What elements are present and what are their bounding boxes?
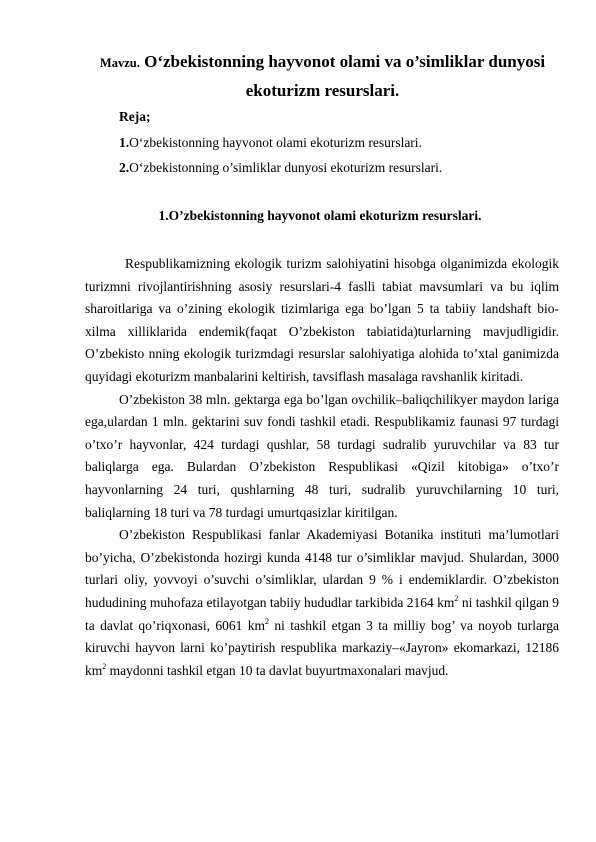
plan-item-number: 2. xyxy=(119,160,130,175)
title-line-1 xyxy=(85,48,560,77)
section-heading: 1.O’zbekistonning hayvonot olami ekoturizm resurslari. xyxy=(158,208,482,223)
plan-item-text: O‘zbekistonning hayvonot olami ekoturizm resurslari. xyxy=(129,135,422,150)
paragraph-2: O’zbekiston 38 mln. gektarga ega bo’lgan ovchilik–baliqchilikyer maydon lariga ega,ulardan 1 mln. gektarini suv fondi tashkil etadi. Respublikamiz faunasi 97 turdagi o’txo’r hayvonlar, 424 turdagi qushlar, 58 turdagi sudralib yuruvchilar va 83 tur baliqlarga ega. Bulardan O’zbekiston Respublikasi «Qizil kitobiga» o’txo’r hayvonlarning 24 turi, qushlarning 48 turi, sudralib yuruvchilarning 10 turi, baliqlarning 18 turi va 78 turdagi umurtqasizlar kiritilgan. xyxy=(85,391,559,520)
plan-heading: Reja; xyxy=(119,109,151,124)
plan-item-number: 1. xyxy=(119,135,130,150)
document-title xyxy=(85,48,560,104)
plan-item-text: O‘zbekistonning o’simliklar dunyosi ekoturizm resurslari. xyxy=(129,160,443,175)
paragraph-3: O’zbekiston Respublikasi fanlar Akademiyasi Botanika instituti ma’lumotlari bo’yicha, O’zbekistonda hozirgi kunda 4148 tur o’simliklar mavjud. Shulardan, 3000 turlari oliy, yovvoyi o’suvchi o’simliklar, ulardan 9 % i endemiklardir. O’zbekiston hududining muhofaza etilayotgan tabiiy hududlar tarkibida 2164 $km^2$ ni tashkil qilgan 9 ta davlat qo’riqxonasi, 6061 $km^2$ ni tashkil etgan 3 ta milliy bog’ va noyob turlarga kiruvchi hayvon larni ko’paytirish respublika markaziy–«Jayron» ekomarkazi, 12186 $km^2$ maydonni tashkil etgan 10 ta davlat buyurtmaxonalari mavjud. xyxy=(85,527,560,678)
plan-item-2 xyxy=(119,159,442,177)
paragraph-1: Respublikamizning ekologik turizm salohiyatini hisobga olganimizda ekologik turizmni rivojlantirishning asosiy resurslari-4 faslli tabiat mavsumlari va bu iqlim sharoitlariga va o’zining ekologik tizimlariga ega bo’lgan 5 ta tabiiy landshaft bio-xilma xilliklarida endemik(faqat O’zbekiston tabiatida)turlarning mavjudligidir. O’zbekisto nning ekologik turizmdagi resurslar salohiyatiga alohida to’xtal ganimizda quyidagi ekoturizm manbalarini keltirish, tavsiflash masalaga ravshanlik kiritadi. xyxy=(85,256,559,384)
title-text-1: O‘zbekistonning hayvonot olami va o’simliklar dunyosi xyxy=(144,52,546,71)
plan-item-1 xyxy=(119,134,422,152)
title-line-2: ekoturizm resurslari. xyxy=(245,81,400,100)
topic-label: Mavzu. xyxy=(99,56,140,70)
body-text xyxy=(85,253,559,682)
